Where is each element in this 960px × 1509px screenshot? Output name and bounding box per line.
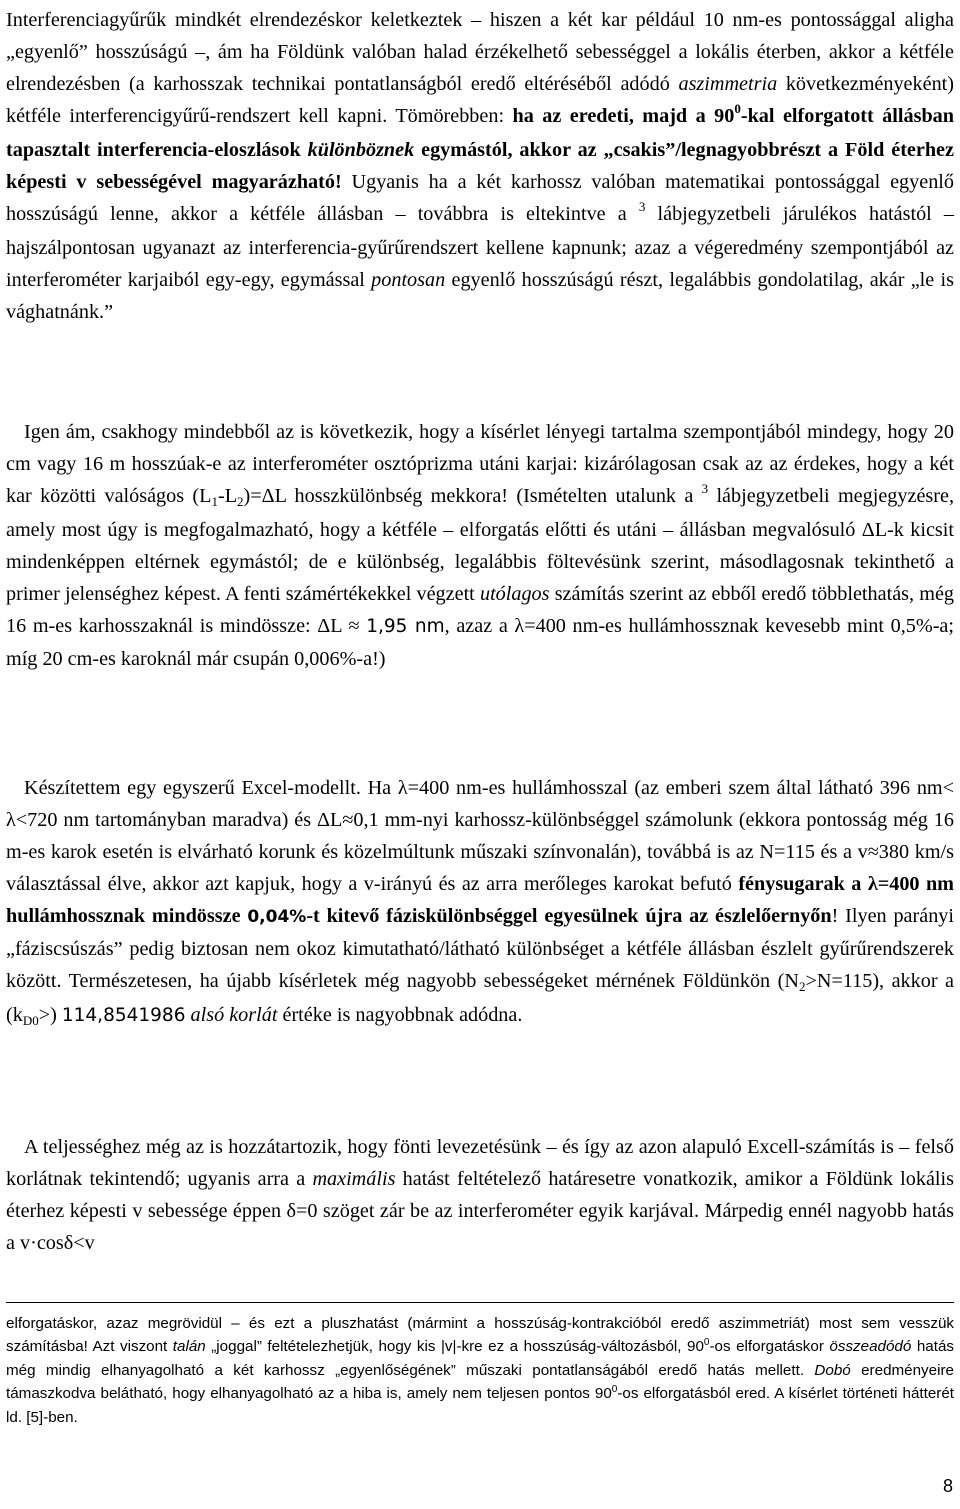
text-run: -os elforgatáskor <box>709 1337 830 1355</box>
text-run: lábjegyzetbeli megjegyzésre, amely most úgy is megfogalmazható, hogy a kétféle – elforgatás előtti és utáni – állásban megvalósuló ΔL-k kicsit mindenképpen eltérnek egymástól; de e különbség, legalábbis föltevésünk szerint, másodlagosnak tekinthető a primer jelenséghez képest. A fenti számértékekkel végzett <box>6 485 954 605</box>
degree-superscript: 0 <box>703 1336 710 1348</box>
emphasis-lower-bound: alsó korlát <box>190 1004 278 1026</box>
subscript: D0 <box>22 1013 39 1028</box>
emphasis-exactly: pontosan <box>371 269 446 291</box>
text-run: -L <box>217 485 238 507</box>
emphasis-subsequent: utólagos <box>479 583 550 605</box>
footnote-ref: 3 <box>638 199 646 214</box>
text-run: értéke is nagyobbnak adódna. <box>277 1004 523 1026</box>
emphasis-perhaps: talán <box>172 1337 206 1355</box>
text-run: hatást feltételező határesetre vonatkozik, amikor a Földünk lokális éterhez képesti v sebessége éppen δ=0 szöget zár be az interferométer egyik karjával. Márpedig ennél nagyobb hatás a v·cosδ<v <box>6 1168 955 1254</box>
text-run: „joggal” feltételezhetjük, hogy kis |v|-kre ez a hosszúság-változásból, 90 <box>205 1337 704 1355</box>
text-run: elforgatáskor, azaz megrövidül – és ezt a pluszhatást (mármint a hosszúság-kontrakcióból eredő aszimmetriát) most sem vesszük számításba! Azt viszont <box>6 1315 954 1355</box>
emphasis-differ: különböznek <box>307 139 415 161</box>
emphasis-author: Dobó <box>814 1362 851 1379</box>
text-run: >) <box>38 1004 62 1026</box>
math-value: 0,04% <box>247 907 307 927</box>
page-number: 8 <box>942 1476 953 1496</box>
footnote-divider <box>6 1302 954 1303</box>
paragraph-3 <box>6 772 954 1033</box>
text-run: -t kitevő fáziskülönbséggel egyesülnek újra az észlelőernyőn <box>306 905 832 927</box>
text-run: egyenlő hosszúságú részt, legalábbis gondolatilag, akár „le is vághatnánk.” <box>6 269 954 323</box>
text-run: -os elforgatásból ered. A kísérlet történeti hátterét ld. [5]-ben. <box>6 1384 954 1426</box>
paragraph-2 <box>6 416 954 675</box>
paragraph-4 <box>6 1131 954 1259</box>
text-run: hatás még mindig elhanyagolható a két karhossz „egyenlőségének” műszaki pontatlanságából eredő hatás mellett. <box>6 1337 954 1379</box>
text-run: lábjegyzetbeli járulékos hatástól – hajszálpontosan ugyanazt az interferencia-gyűrűrendszert kellene kapnunk; azaz a végeredmény szempontjából az interferométer karjaiból egy-egy, egymással <box>6 203 954 291</box>
text-run: egymástól, akkor az „csakis”/legnagyobbrészt a Föld éterhez képesti v sebességével magyarázható! <box>6 139 954 193</box>
text-run: A teljességhez még az is hozzátartozik, hogy fönti levezetésünk – és így az azon alapuló Excell-számítás is – felső korlátnak tekintendő; ugyanis arra a <box>6 1136 954 1190</box>
emphasis-maximal: maximális <box>312 1168 396 1190</box>
emphasis-asymmetry: aszimmetria <box>678 73 778 95</box>
text-run: )=ΔL hosszkülönbség mekkora! (Ismételten utalunk a <box>243 485 702 507</box>
math-value: 1,95 nm <box>366 616 445 637</box>
degree-superscript: 0 <box>611 1383 618 1395</box>
text-run: -kal elforgatott állásban tapasztalt interferencia-eloszlások <box>6 105 954 161</box>
degree-superscript: 0 <box>734 101 741 116</box>
math-value: 114,8541986 <box>61 1005 186 1026</box>
footnote-ref: 3 <box>701 481 709 496</box>
text-run: >N=115), akkor a (k <box>6 970 954 1026</box>
text-run: ha az eredeti, majd a 90 <box>512 105 735 127</box>
paragraph-1 <box>6 4 954 328</box>
subscript: 1 <box>211 494 218 509</box>
text-run: Igen ám, csakhogy mindebből az is következik, hogy a kísérlet lényegi tartalma szempontjából mindegy, hogy 20 cm vagy 16 m hosszúak-e az interferométer osztóprizma utáni karjai: kizárólagosan csak az az érdekes, hogy a két kar közötti valóságos (L <box>6 421 954 507</box>
text-run: következményeként) kétféle interferencigyűrű-rendszert kell kapni. Tömörebben: <box>6 73 954 127</box>
text-run: Ugyanis ha a két karhossz valóban matematikai pontossággal egyenlő hosszúságú lenne, akkor a kétféle állásban – továbbra is eltekintve a <box>6 171 954 225</box>
text-run: ! Ilyen parányi „fáziscsúszás” pedig biztosan nem okoz kimutatható/látható különbséget a kétféle állásban észlelt gyűrűrendszerek között. Természetesen, ha újabb kísérletek még nagyobb sebességeket mérnének Földünkön (N <box>6 905 954 992</box>
text-run: Készítettem egy egyszerű Excel-modellt. Ha λ=400 nm-es hullámhosszal (az emberi szem által látható 396 nm< λ<720 nm tartományban maradva) és ΔL≈0,1 mm-nyi karhossz-különbséggel számolunk (ekkora pontosság még 16 m-es karok esetén is elvárható korunk és közelmúltunk műszaki színvonalán), továbbá is az N=115 és a v≈380 km/s választással élve, akkor azt kapjuk, hogy a v-irányú és az arra merőleges karokat befutó <box>6 777 954 895</box>
text-run: Interferenciagyűrűk mindkét elrendezéskor keletkeztek – hiszen a két kar például 10 nm-es pontossággal aligha „egyenlő” hosszúságú –, ám ha Földünk valóban halad érzékelhető sebességgel a lokális éterben, akkor a kétféle elrendezésben (a karhosszak technikai pontatlanságból eredő eltéréséből adódó <box>6 9 954 95</box>
text-run: számítás szerint az ebből eredő többlethatás, még 16 m-es karhosszaknál is mindössze: ΔL ≈ <box>6 583 954 637</box>
emphasis-additive: összeadódó <box>829 1337 912 1355</box>
footnote <box>6 1313 954 1430</box>
subscript: 2 <box>237 494 244 509</box>
text-run: fénysugarak a λ=400 nm hullámhossznak mindössze <box>6 873 954 927</box>
text-run: , azaz a λ=400 nm-es hullámhossznak kevesebb mint 0,5%-a; míg 20 cm-es karoknál már csupán 0,006%-a!) <box>6 615 954 670</box>
subscript: 2 <box>798 979 806 994</box>
text-run: eredményeire támaszkodva belátható, hogy elhanyagolható az a hiba is, amely nem teljesen pontos 90 <box>6 1362 954 1402</box>
